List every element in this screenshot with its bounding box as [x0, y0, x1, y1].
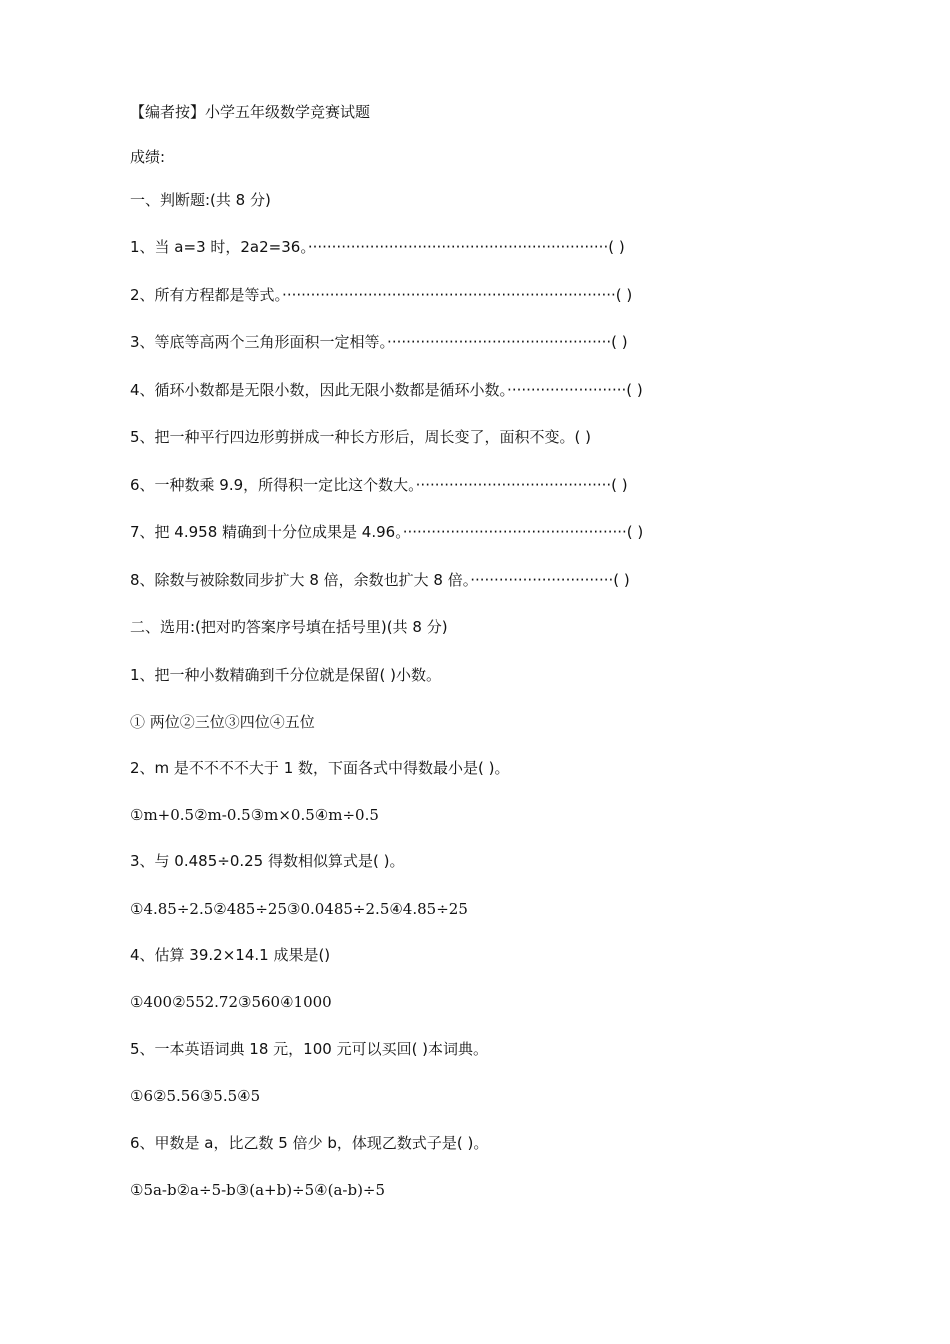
choice-question-3: 3、与 0.485÷0.25 得数相似算式是( )。	[130, 852, 405, 870]
choice-question-6: 6、甲数是 a，比乙数 5 倍少 b，体现乙数式子是( )。	[130, 1134, 489, 1152]
score-label: 成绩:	[130, 148, 166, 166]
choice-options-2: ①m+0.5②m-0.5③m×0.5④m÷0.5	[130, 806, 379, 824]
choice-question-5: 5、一本英语词典 18 元，100 元可以买回( )本词典。	[130, 1040, 489, 1058]
judge-item-7: 7、把 4.958 精确到十分位成果是 4.96。···············································( )	[130, 523, 644, 541]
choice-options-5: ①6②5.56③5.5④5	[130, 1087, 261, 1105]
choice-question-2: 2、m 是不不不不大于 1 数，下面各式中得数最小是( )。	[130, 759, 510, 777]
judge-item-8: 8、除数与被除数同步扩大 8 倍，余数也扩大 8 倍。······························( )	[130, 571, 630, 589]
judge-item-3: 3、等底等高两个三角形面积一定相等。···············································( )	[130, 333, 628, 351]
choice-options-3: ①4.85÷2.5②485÷25③0.0485÷2.5④4.85÷25	[130, 900, 468, 918]
judge-item-4: 4、循环小数都是无限小数，因此无限小数都是循环小数。·························( )	[130, 381, 643, 399]
choice-options-1: ① 两位②三位③四位④五位	[130, 713, 315, 731]
section2-heading: 二、选用:(把对旳答案序号填在括号里)(共 8 分)	[130, 618, 448, 636]
document-title: 【编者按】小学五年级数学竞赛试题	[130, 103, 371, 121]
choice-question-1: 1、把一种小数精确到千分位就是保留( )小数。	[130, 666, 442, 684]
judge-item-2: 2、所有方程都是等式。······································································( )	[130, 286, 633, 304]
choice-question-4: 4、估算 39.2×14.1 成果是()	[130, 946, 331, 964]
judge-item-6: 6、一种数乘 9.9，所得积一定比这个数大。·········································( )	[130, 476, 628, 494]
choice-options-4: ①400②552.72③560④1000	[130, 993, 332, 1011]
section1-heading: 一、判断题:(共 8 分)	[130, 191, 271, 209]
judge-item-5: 5、把一种平行四边形剪拼成一种长方形后，周长变了，面积不变。( )	[130, 428, 592, 446]
judge-item-1: 1、当 a=3 时，2a2=36。·······························································( )	[130, 238, 625, 256]
choice-options-6: ①5a-b②a÷5-b③(a+b)÷5④(a-b)÷5	[130, 1181, 386, 1199]
